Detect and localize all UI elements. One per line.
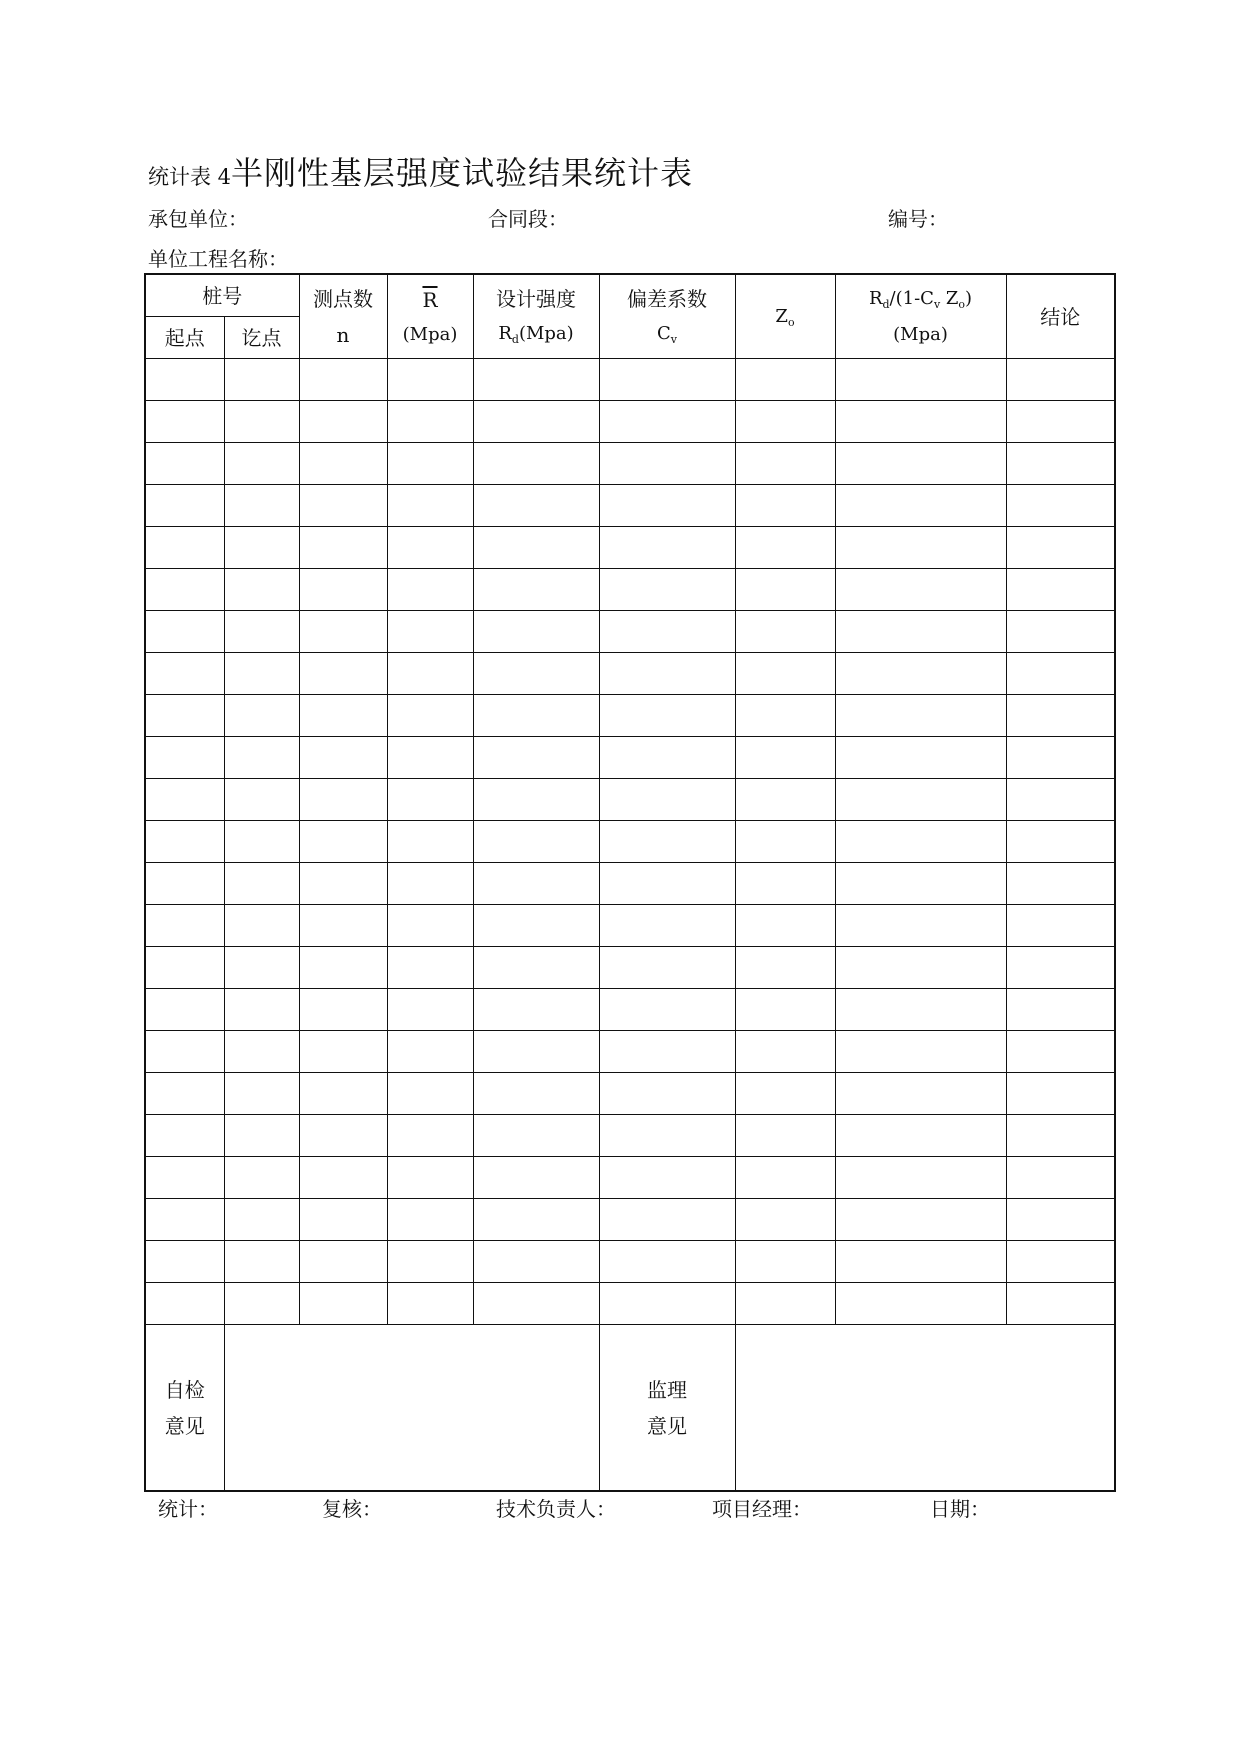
table-cell[interactable] xyxy=(299,443,387,485)
table-cell[interactable] xyxy=(145,1199,224,1241)
table-cell[interactable] xyxy=(299,695,387,737)
table-cell[interactable] xyxy=(599,443,735,485)
table-cell[interactable] xyxy=(835,443,1006,485)
table-cell[interactable] xyxy=(387,1283,473,1325)
table-cell[interactable] xyxy=(835,695,1006,737)
table-cell[interactable] xyxy=(145,779,224,821)
table-cell[interactable] xyxy=(387,905,473,947)
table-cell[interactable] xyxy=(145,1157,224,1199)
table-cell[interactable] xyxy=(299,1115,387,1157)
table-row xyxy=(145,1241,1115,1283)
table-cell[interactable] xyxy=(1006,1031,1115,1073)
table-cell[interactable] xyxy=(299,527,387,569)
table-cell[interactable] xyxy=(387,737,473,779)
table-cell[interactable] xyxy=(599,527,735,569)
table-cell[interactable] xyxy=(835,1283,1006,1325)
table-row xyxy=(145,1031,1115,1073)
table-cell[interactable] xyxy=(473,695,599,737)
table-row xyxy=(145,653,1115,695)
table-cell[interactable] xyxy=(1006,1199,1115,1241)
table-cell[interactable] xyxy=(835,1241,1006,1283)
table-cell[interactable] xyxy=(299,779,387,821)
table-cell[interactable] xyxy=(387,947,473,989)
table-row xyxy=(145,1073,1115,1115)
table-cell[interactable] xyxy=(735,1073,835,1115)
header-formula: $R_d/(1-C_v$ $Z_o$) (Mpa) xyxy=(835,274,1006,359)
table-cell[interactable] xyxy=(835,989,1006,1031)
table-cell[interactable] xyxy=(835,527,1006,569)
table-cell[interactable] xyxy=(473,611,599,653)
table-cell[interactable] xyxy=(145,1283,224,1325)
table-cell[interactable] xyxy=(299,821,387,863)
table-cell[interactable] xyxy=(224,653,299,695)
table-cell[interactable] xyxy=(145,611,224,653)
table-cell[interactable] xyxy=(145,443,224,485)
table-cell[interactable] xyxy=(299,569,387,611)
header-pile-number: 桩号 xyxy=(145,274,299,317)
footer-tech-lead[interactable]: 技术负责人： xyxy=(496,1497,616,1521)
table-cell[interactable] xyxy=(735,1241,835,1283)
table-cell[interactable] xyxy=(1006,989,1115,1031)
table-cell[interactable] xyxy=(299,485,387,527)
table-cell[interactable] xyxy=(224,695,299,737)
table-cell[interactable] xyxy=(224,443,299,485)
table-cell[interactable] xyxy=(224,947,299,989)
table-cell[interactable] xyxy=(599,863,735,905)
table-cell[interactable] xyxy=(387,527,473,569)
table-cell[interactable] xyxy=(735,401,835,443)
table-row xyxy=(145,947,1115,989)
table-cell[interactable] xyxy=(835,359,1006,401)
table-cell[interactable] xyxy=(224,863,299,905)
table-cell[interactable] xyxy=(299,1157,387,1199)
table-cell[interactable] xyxy=(299,359,387,401)
table-cell[interactable] xyxy=(599,989,735,1031)
table-cell[interactable] xyxy=(835,779,1006,821)
table-cell[interactable] xyxy=(599,1199,735,1241)
table-cell[interactable] xyxy=(473,821,599,863)
statistics-table xyxy=(144,273,1116,1492)
table-cell[interactable] xyxy=(387,359,473,401)
table-cell[interactable] xyxy=(1006,1157,1115,1199)
table-cell[interactable] xyxy=(599,947,735,989)
table-cell[interactable] xyxy=(473,1283,599,1325)
table-cell[interactable] xyxy=(1006,443,1115,485)
table-cell[interactable] xyxy=(145,821,224,863)
table-cell[interactable] xyxy=(145,527,224,569)
table-cell[interactable] xyxy=(473,1199,599,1241)
number-field[interactable]: 编号： xyxy=(888,207,948,231)
table-cell[interactable] xyxy=(387,611,473,653)
table-cell[interactable] xyxy=(735,527,835,569)
table-cell[interactable] xyxy=(835,1157,1006,1199)
table-cell[interactable] xyxy=(835,1199,1006,1241)
table-cell[interactable] xyxy=(835,653,1006,695)
table-cell[interactable] xyxy=(735,905,835,947)
table-cell[interactable] xyxy=(1006,527,1115,569)
table-row xyxy=(145,1115,1115,1157)
table-row xyxy=(145,905,1115,947)
table-cell[interactable] xyxy=(473,1115,599,1157)
table-cell[interactable] xyxy=(145,485,224,527)
table-cell[interactable] xyxy=(1006,359,1115,401)
table-cell[interactable] xyxy=(835,905,1006,947)
table-row xyxy=(145,485,1115,527)
table-cell[interactable] xyxy=(145,1241,224,1283)
table-row xyxy=(145,527,1115,569)
unit-project-name-field[interactable]: 单位工程名称： xyxy=(148,247,288,271)
table-cell[interactable] xyxy=(224,401,299,443)
table-cell[interactable] xyxy=(835,737,1006,779)
footer-date[interactable]: 日期： xyxy=(930,1497,990,1521)
table-row xyxy=(145,779,1115,821)
table-cell[interactable] xyxy=(735,1199,835,1241)
table-cell[interactable] xyxy=(1006,1241,1115,1283)
table-cell[interactable] xyxy=(835,1115,1006,1157)
table-cell[interactable] xyxy=(224,569,299,611)
table-cell[interactable] xyxy=(387,1199,473,1241)
table-cell[interactable] xyxy=(1006,1115,1115,1157)
table-cell[interactable] xyxy=(299,947,387,989)
table-cell[interactable] xyxy=(835,569,1006,611)
table-cell[interactable] xyxy=(599,737,735,779)
table-cell[interactable] xyxy=(299,1241,387,1283)
table-cell[interactable] xyxy=(1006,695,1115,737)
table-row xyxy=(145,1199,1115,1241)
table-cell[interactable] xyxy=(299,863,387,905)
table-cell[interactable] xyxy=(145,695,224,737)
table-cell[interactable] xyxy=(735,989,835,1031)
header-design-strength: 设计强度 $R_d(Mpa)$ xyxy=(473,274,599,359)
table-cell[interactable] xyxy=(145,737,224,779)
table-cell[interactable] xyxy=(387,485,473,527)
table-cell[interactable] xyxy=(387,1073,473,1115)
table-cell[interactable] xyxy=(1006,1073,1115,1115)
self-check-label: 自检 意见 xyxy=(145,1325,224,1492)
table-cell[interactable] xyxy=(599,779,735,821)
header-z0: $Z_o$ xyxy=(735,274,835,359)
table-cell[interactable] xyxy=(599,695,735,737)
table-cell[interactable] xyxy=(835,401,1006,443)
table-row xyxy=(145,1157,1115,1199)
table-cell[interactable] xyxy=(387,653,473,695)
table-cell[interactable] xyxy=(145,947,224,989)
table-cell[interactable] xyxy=(145,653,224,695)
header-measure-points: 测点数 n xyxy=(299,274,387,359)
table-cell[interactable] xyxy=(145,1073,224,1115)
table-row xyxy=(145,443,1115,485)
table-cell[interactable] xyxy=(1006,905,1115,947)
table-cell[interactable] xyxy=(599,1031,735,1073)
table-cell[interactable] xyxy=(224,485,299,527)
table-cell[interactable] xyxy=(224,1241,299,1283)
table-cell[interactable] xyxy=(299,1199,387,1241)
header-start: 起点 xyxy=(145,317,224,359)
form-title xyxy=(148,148,693,194)
table-cell[interactable] xyxy=(387,569,473,611)
table-cell[interactable] xyxy=(145,863,224,905)
table-cell[interactable] xyxy=(473,401,599,443)
title-main: 半刚性基层强度试验结果统计表 xyxy=(231,154,694,192)
table-cell[interactable] xyxy=(473,779,599,821)
table-cell[interactable] xyxy=(735,485,835,527)
table-cell[interactable] xyxy=(735,1031,835,1073)
self-check-opinion-field[interactable] xyxy=(224,1325,599,1492)
table-cell[interactable] xyxy=(387,695,473,737)
table-cell[interactable] xyxy=(224,359,299,401)
table-cell[interactable] xyxy=(1006,947,1115,989)
table-cell[interactable] xyxy=(735,1115,835,1157)
table-cell[interactable] xyxy=(835,485,1006,527)
table-cell[interactable] xyxy=(1006,821,1115,863)
table-row xyxy=(145,1283,1115,1325)
table-cell[interactable] xyxy=(224,527,299,569)
table-cell[interactable] xyxy=(835,947,1006,989)
supervisor-opinion-field[interactable] xyxy=(735,1325,1115,1492)
table-cell[interactable] xyxy=(224,779,299,821)
table-cell[interactable] xyxy=(473,1157,599,1199)
table-row xyxy=(145,695,1115,737)
table-cell[interactable] xyxy=(473,443,599,485)
table-cell[interactable] xyxy=(387,401,473,443)
table-cell[interactable] xyxy=(599,1157,735,1199)
table-row xyxy=(145,401,1115,443)
table-cell[interactable] xyxy=(224,821,299,863)
table-cell[interactable] xyxy=(299,401,387,443)
table-cell[interactable] xyxy=(387,779,473,821)
table-cell[interactable] xyxy=(1006,401,1115,443)
table-cell[interactable] xyxy=(735,779,835,821)
table-cell[interactable] xyxy=(735,611,835,653)
table-cell[interactable] xyxy=(473,989,599,1031)
table-row xyxy=(145,359,1115,401)
table-cell[interactable] xyxy=(735,863,835,905)
table-cell[interactable] xyxy=(387,443,473,485)
table-row xyxy=(145,863,1115,905)
table-cell[interactable] xyxy=(224,1283,299,1325)
table-cell[interactable] xyxy=(299,989,387,1031)
table-cell[interactable] xyxy=(299,1031,387,1073)
comments-row xyxy=(145,1325,1115,1492)
table-cell[interactable] xyxy=(224,1199,299,1241)
table-cell[interactable] xyxy=(599,1241,735,1283)
table-cell[interactable] xyxy=(599,1283,735,1325)
table-cell[interactable] xyxy=(473,1241,599,1283)
table-cell[interactable] xyxy=(145,401,224,443)
table-cell[interactable] xyxy=(599,653,735,695)
table-cell[interactable] xyxy=(735,947,835,989)
contractor-field[interactable]: 承包单位： xyxy=(148,207,248,231)
title-prefix: 统计表 4 xyxy=(148,165,232,189)
header-r-bar: $\overline{R}$ (Mpa) xyxy=(387,274,473,359)
table-cell[interactable] xyxy=(299,905,387,947)
table-cell[interactable] xyxy=(387,863,473,905)
table-cell[interactable] xyxy=(473,485,599,527)
table-row xyxy=(145,569,1115,611)
table-cell[interactable] xyxy=(1006,1283,1115,1325)
table-cell[interactable] xyxy=(145,989,224,1031)
table-cell[interactable] xyxy=(735,1283,835,1325)
footer-project-manager[interactable]: 项目经理： xyxy=(712,1497,812,1521)
table-cell[interactable] xyxy=(735,1157,835,1199)
table-cell[interactable] xyxy=(387,1241,473,1283)
table-cell[interactable] xyxy=(299,1073,387,1115)
table-cell[interactable] xyxy=(299,653,387,695)
table-cell[interactable] xyxy=(473,1031,599,1073)
table-cell[interactable] xyxy=(145,905,224,947)
table-cell[interactable] xyxy=(1006,863,1115,905)
table-cell[interactable] xyxy=(473,359,599,401)
table-cell[interactable] xyxy=(835,1073,1006,1115)
table-cell[interactable] xyxy=(224,989,299,1031)
contract-section-field[interactable]: 合同段： xyxy=(488,207,568,231)
table-cell[interactable] xyxy=(145,1031,224,1073)
table-cell[interactable] xyxy=(1006,779,1115,821)
table-row xyxy=(145,737,1115,779)
table-cell[interactable] xyxy=(835,1031,1006,1073)
table-row xyxy=(145,611,1115,653)
table-row xyxy=(145,821,1115,863)
table-cell[interactable] xyxy=(599,401,735,443)
header-conclusion: 结论 xyxy=(1006,274,1115,359)
table-cell[interactable] xyxy=(599,1073,735,1115)
table-cell[interactable] xyxy=(735,359,835,401)
table-cell[interactable] xyxy=(145,569,224,611)
table-cell[interactable] xyxy=(473,569,599,611)
table-cell[interactable] xyxy=(1006,569,1115,611)
table-cell[interactable] xyxy=(599,821,735,863)
table-cell[interactable] xyxy=(599,359,735,401)
table-cell[interactable] xyxy=(387,989,473,1031)
supervisor-label: 监理 意见 xyxy=(599,1325,735,1492)
table-cell[interactable] xyxy=(387,1115,473,1157)
table-cell[interactable] xyxy=(224,1115,299,1157)
footer-review[interactable]: 复核： xyxy=(322,1497,382,1521)
table-cell[interactable] xyxy=(224,737,299,779)
table-cell[interactable] xyxy=(299,1283,387,1325)
header-end: 讫点 xyxy=(224,317,299,359)
table-cell[interactable] xyxy=(735,443,835,485)
table-cell[interactable] xyxy=(224,1031,299,1073)
table-cell[interactable] xyxy=(473,1073,599,1115)
table-cell[interactable] xyxy=(1006,611,1115,653)
table-cell[interactable] xyxy=(473,737,599,779)
table-cell[interactable] xyxy=(145,359,224,401)
table-cell[interactable] xyxy=(473,905,599,947)
table-cell[interactable] xyxy=(387,821,473,863)
table-cell[interactable] xyxy=(299,611,387,653)
table-cell[interactable] xyxy=(1006,653,1115,695)
table-cell[interactable] xyxy=(735,737,835,779)
table-cell[interactable] xyxy=(145,1115,224,1157)
table-cell[interactable] xyxy=(599,611,735,653)
table-cell[interactable] xyxy=(387,1157,473,1199)
table-cell[interactable] xyxy=(387,1031,473,1073)
table-cell[interactable] xyxy=(224,1157,299,1199)
table-cell[interactable] xyxy=(224,905,299,947)
table-cell[interactable] xyxy=(299,737,387,779)
table-cell[interactable] xyxy=(473,863,599,905)
table-row xyxy=(145,989,1115,1031)
table-cell[interactable] xyxy=(599,569,735,611)
footer-statistics[interactable]: 统计： xyxy=(158,1497,218,1521)
table-cell[interactable] xyxy=(735,821,835,863)
table-cell[interactable] xyxy=(473,653,599,695)
table-cell[interactable] xyxy=(473,527,599,569)
table-cell[interactable] xyxy=(835,821,1006,863)
table-cell[interactable] xyxy=(599,485,735,527)
table-cell[interactable] xyxy=(599,1115,735,1157)
table-cell[interactable] xyxy=(835,863,1006,905)
header-deviation-coefficient: 偏差系数 $C_v$ xyxy=(599,274,735,359)
table-cell[interactable] xyxy=(599,905,735,947)
table-cell[interactable] xyxy=(1006,485,1115,527)
table-cell[interactable] xyxy=(473,947,599,989)
table-cell[interactable] xyxy=(224,1073,299,1115)
table-cell[interactable] xyxy=(735,695,835,737)
table-cell[interactable] xyxy=(1006,737,1115,779)
table-cell[interactable] xyxy=(835,611,1006,653)
table-cell[interactable] xyxy=(224,611,299,653)
table-cell[interactable] xyxy=(735,569,835,611)
table-cell[interactable] xyxy=(735,653,835,695)
